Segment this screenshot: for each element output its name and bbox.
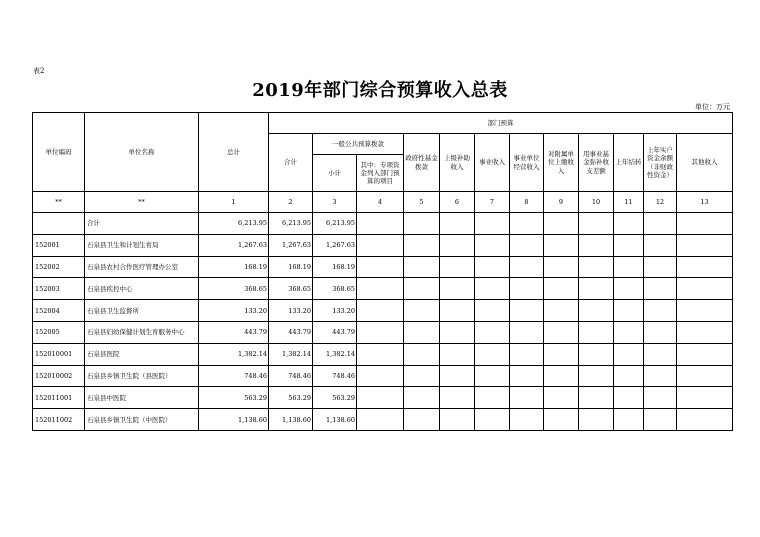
empty-cell bbox=[677, 343, 733, 365]
empty-cell bbox=[510, 234, 544, 256]
empty-cell bbox=[614, 409, 644, 431]
unit-code-cell: 152010002 bbox=[33, 365, 85, 387]
total-cell: 368.65 bbox=[199, 278, 269, 300]
total-cell: 133.20 bbox=[199, 300, 269, 322]
table-row bbox=[33, 343, 733, 365]
unit-code-cell: 152011001 bbox=[33, 387, 85, 409]
empty-cell bbox=[579, 409, 614, 431]
total-cell: 1,138.60 bbox=[199, 409, 269, 431]
empty-cell bbox=[404, 300, 440, 322]
sum-cell: 168.19 bbox=[269, 256, 313, 278]
total-cell: 1,267.63 bbox=[199, 234, 269, 256]
subtotal-cell: 563.29 bbox=[313, 387, 357, 409]
header-general-public: 一般公共预算拨款 bbox=[313, 134, 404, 155]
subtotal-cell: 133.20 bbox=[313, 300, 357, 322]
empty-cell bbox=[404, 409, 440, 431]
index-cell: 10 bbox=[579, 192, 614, 213]
empty-cell bbox=[614, 343, 644, 365]
empty-cell bbox=[510, 409, 544, 431]
empty-cell bbox=[510, 278, 544, 300]
empty-cell bbox=[510, 300, 544, 322]
empty-cell bbox=[544, 234, 579, 256]
sum-cell: 1,138.60 bbox=[269, 409, 313, 431]
empty-cell bbox=[614, 365, 644, 387]
empty-cell bbox=[440, 343, 475, 365]
header-gov-fund: 政府性基金拨款 bbox=[404, 134, 440, 192]
table-row bbox=[33, 278, 733, 300]
empty-cell bbox=[475, 321, 510, 343]
empty-cell bbox=[614, 213, 644, 235]
table-row bbox=[33, 365, 733, 387]
subtotal-cell: 1,138.60 bbox=[313, 409, 357, 431]
total-cell: 1,382.14 bbox=[199, 343, 269, 365]
sum-cell: 563.29 bbox=[269, 387, 313, 409]
empty-cell bbox=[677, 321, 733, 343]
header-unit-name: 单位名称 bbox=[85, 113, 199, 192]
empty-cell bbox=[677, 278, 733, 300]
empty-cell bbox=[614, 387, 644, 409]
empty-cell bbox=[510, 256, 544, 278]
empty-cell bbox=[404, 278, 440, 300]
empty-cell bbox=[544, 343, 579, 365]
index-cell: ** bbox=[33, 192, 85, 213]
empty-cell bbox=[510, 213, 544, 235]
sheet-tag: 表2 bbox=[33, 67, 45, 75]
sum-cell: 1,267.63 bbox=[269, 234, 313, 256]
empty-cell bbox=[544, 256, 579, 278]
header-unit-code: 单位编码 bbox=[33, 113, 85, 192]
table-row bbox=[33, 387, 733, 409]
empty-cell bbox=[677, 365, 733, 387]
empty-cell bbox=[440, 387, 475, 409]
empty-cell bbox=[357, 213, 404, 235]
empty-cell bbox=[404, 343, 440, 365]
empty-cell bbox=[644, 365, 677, 387]
empty-cell bbox=[440, 300, 475, 322]
empty-cell bbox=[475, 278, 510, 300]
empty-cell bbox=[475, 300, 510, 322]
empty-cell bbox=[579, 321, 614, 343]
index-cell: 12 bbox=[644, 192, 677, 213]
empty-cell bbox=[579, 256, 614, 278]
subtotal-cell: 1,382.14 bbox=[313, 343, 357, 365]
empty-cell bbox=[544, 409, 579, 431]
empty-cell bbox=[579, 343, 614, 365]
unit-code-cell: 152001 bbox=[33, 234, 85, 256]
index-cell: 3 bbox=[313, 192, 357, 213]
total-cell: 168.19 bbox=[199, 256, 269, 278]
unit-code-cell: 152002 bbox=[33, 256, 85, 278]
empty-cell bbox=[475, 409, 510, 431]
unit-name-cell: 石泉县乡镇卫生院（中医院） bbox=[85, 409, 199, 431]
index-cell: 4 bbox=[357, 192, 404, 213]
empty-cell bbox=[404, 387, 440, 409]
index-cell: 7 bbox=[475, 192, 510, 213]
empty-cell bbox=[404, 234, 440, 256]
empty-cell bbox=[475, 365, 510, 387]
subtotal-cell: 368.65 bbox=[313, 278, 357, 300]
empty-cell bbox=[677, 387, 733, 409]
unit-code-cell bbox=[33, 213, 85, 235]
sum-cell: 1,382.14 bbox=[269, 343, 313, 365]
table-row bbox=[33, 409, 733, 431]
index-cell: 9 bbox=[544, 192, 579, 213]
table-row bbox=[33, 256, 733, 278]
empty-cell bbox=[644, 343, 677, 365]
empty-cell bbox=[475, 387, 510, 409]
empty-cell bbox=[440, 409, 475, 431]
empty-cell bbox=[404, 321, 440, 343]
header-other-income: 其他收入 bbox=[677, 134, 733, 192]
empty-cell bbox=[357, 300, 404, 322]
sum-cell: 133.20 bbox=[269, 300, 313, 322]
empty-cell bbox=[677, 256, 733, 278]
unit-code-cell: 152004 bbox=[33, 300, 85, 322]
empty-cell bbox=[614, 300, 644, 322]
header-superior-subsidy: 上级补助收入 bbox=[440, 134, 475, 192]
empty-cell bbox=[644, 387, 677, 409]
empty-cell bbox=[614, 256, 644, 278]
empty-cell bbox=[357, 278, 404, 300]
index-cell: 1 bbox=[199, 192, 269, 213]
empty-cell bbox=[404, 213, 440, 235]
empty-cell bbox=[357, 343, 404, 365]
empty-cell bbox=[510, 365, 544, 387]
empty-cell bbox=[475, 213, 510, 235]
empty-cell bbox=[677, 234, 733, 256]
sum-cell: 368.65 bbox=[269, 278, 313, 300]
empty-cell bbox=[677, 213, 733, 235]
empty-cell bbox=[644, 278, 677, 300]
unit-name-cell: 石泉县疾控中心 bbox=[85, 278, 199, 300]
empty-cell bbox=[677, 300, 733, 322]
empty-cell bbox=[440, 365, 475, 387]
empty-cell bbox=[644, 256, 677, 278]
empty-cell bbox=[644, 409, 677, 431]
index-cell: ** bbox=[85, 192, 199, 213]
unit-name-cell: 石泉县卫生监督所 bbox=[85, 300, 199, 322]
empty-cell bbox=[475, 343, 510, 365]
empty-cell bbox=[357, 321, 404, 343]
empty-cell bbox=[357, 365, 404, 387]
header-operating-income: 事业单位经营收入 bbox=[510, 134, 544, 192]
empty-cell bbox=[644, 234, 677, 256]
empty-cell bbox=[404, 256, 440, 278]
unit-code-cell: 152003 bbox=[33, 278, 85, 300]
subtotal-cell: 168.19 bbox=[313, 256, 357, 278]
table-row bbox=[33, 213, 733, 235]
empty-cell bbox=[644, 300, 677, 322]
header-sum: 合计 bbox=[269, 134, 313, 192]
empty-cell bbox=[579, 300, 614, 322]
empty-cell bbox=[579, 213, 614, 235]
header-special-funds: 其中：专项资金列入部门预算的项目 bbox=[357, 155, 404, 192]
empty-cell bbox=[579, 234, 614, 256]
total-cell: 748.46 bbox=[199, 365, 269, 387]
empty-cell bbox=[475, 256, 510, 278]
sum-cell: 6,213.95 bbox=[269, 213, 313, 235]
index-cell: 11 bbox=[614, 192, 644, 213]
unit-code-cell: 152011002 bbox=[33, 409, 85, 431]
sum-cell: 748.46 bbox=[269, 365, 313, 387]
total-cell: 443.79 bbox=[199, 321, 269, 343]
table-row bbox=[33, 321, 733, 343]
table-row bbox=[33, 234, 733, 256]
header-total: 总计 bbox=[199, 113, 269, 192]
header-business-income: 事业收入 bbox=[475, 134, 510, 192]
empty-cell bbox=[357, 409, 404, 431]
header-affiliate-income: 对附属单位上缴收入 bbox=[544, 134, 579, 192]
empty-cell bbox=[510, 343, 544, 365]
unit-name-cell: 石泉县医院 bbox=[85, 343, 199, 365]
header-carryover: 上年结转 bbox=[614, 134, 644, 192]
unit-name-cell: 合计 bbox=[85, 213, 199, 235]
index-cell: 6 bbox=[440, 192, 475, 213]
unit-name-cell: 石泉县卫生和计划生育局 bbox=[85, 234, 199, 256]
header-small-total: 小计 bbox=[313, 155, 357, 192]
empty-cell bbox=[579, 278, 614, 300]
index-cell: 2 bbox=[269, 192, 313, 213]
unit-name-cell: 石泉县中医院 bbox=[85, 387, 199, 409]
empty-cell bbox=[579, 387, 614, 409]
unit-code-cell: 152005 bbox=[33, 321, 85, 343]
unit-code-cell: 152010001 bbox=[33, 343, 85, 365]
index-cell: 5 bbox=[404, 192, 440, 213]
index-cell: 13 bbox=[677, 192, 733, 213]
empty-cell bbox=[475, 234, 510, 256]
sum-cell: 443.79 bbox=[269, 321, 313, 343]
index-cell: 8 bbox=[510, 192, 544, 213]
empty-cell bbox=[579, 365, 614, 387]
empty-cell bbox=[440, 321, 475, 343]
total-cell: 563.29 bbox=[199, 387, 269, 409]
page-title: 2019年部门综合预算收入总表 bbox=[252, 80, 508, 101]
total-cell: 6,213.95 bbox=[199, 213, 269, 235]
empty-cell bbox=[357, 256, 404, 278]
header-reserve-fund: 用事业基金弥补收支差额 bbox=[579, 134, 614, 192]
empty-cell bbox=[357, 234, 404, 256]
empty-cell bbox=[357, 387, 404, 409]
subtotal-cell: 6,213.95 bbox=[313, 213, 357, 235]
empty-cell bbox=[644, 321, 677, 343]
empty-cell bbox=[544, 321, 579, 343]
header-dept-budget: 部门预算 bbox=[269, 113, 733, 134]
table-row bbox=[33, 300, 733, 322]
unit-label: 单位：万元 bbox=[695, 103, 730, 111]
empty-cell bbox=[614, 321, 644, 343]
empty-cell bbox=[440, 213, 475, 235]
budget-table bbox=[32, 112, 733, 431]
empty-cell bbox=[440, 234, 475, 256]
empty-cell bbox=[614, 278, 644, 300]
empty-cell bbox=[644, 213, 677, 235]
empty-cell bbox=[677, 409, 733, 431]
subtotal-cell: 1,267.63 bbox=[313, 234, 357, 256]
unit-name-cell: 石泉县乡镇卫生院（县医院） bbox=[85, 365, 199, 387]
unit-name-cell: 石泉县农村合作医疗管理办公室 bbox=[85, 256, 199, 278]
header-prior-year-funds: 上年实户资金余额（非财政性资金） bbox=[644, 134, 677, 192]
empty-cell bbox=[510, 387, 544, 409]
empty-cell bbox=[544, 300, 579, 322]
empty-cell bbox=[440, 278, 475, 300]
empty-cell bbox=[510, 321, 544, 343]
subtotal-cell: 748.46 bbox=[313, 365, 357, 387]
unit-name-cell: 石泉县妇幼保健计划生育服务中心 bbox=[85, 321, 199, 343]
empty-cell bbox=[544, 278, 579, 300]
empty-cell bbox=[404, 365, 440, 387]
empty-cell bbox=[440, 256, 475, 278]
empty-cell bbox=[544, 213, 579, 235]
subtotal-cell: 443.79 bbox=[313, 321, 357, 343]
empty-cell bbox=[614, 234, 644, 256]
index-row bbox=[33, 192, 733, 213]
empty-cell bbox=[544, 387, 579, 409]
empty-cell bbox=[544, 365, 579, 387]
